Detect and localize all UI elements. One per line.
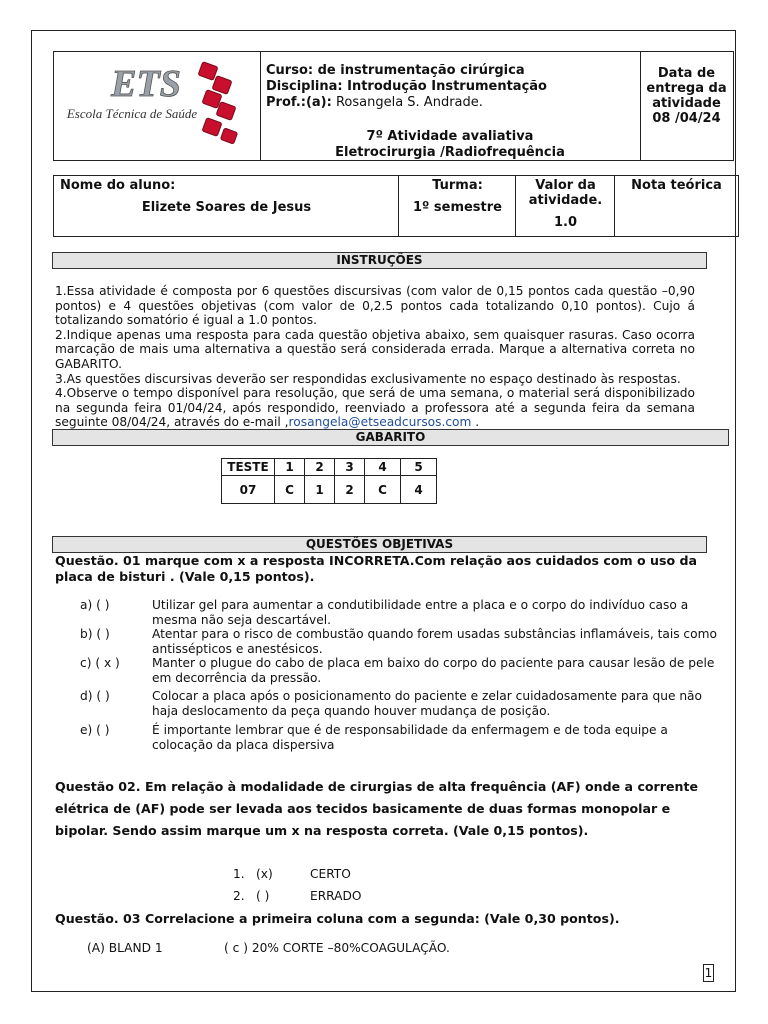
- delivery-date: [640, 52, 733, 160]
- instruction-1: 1.Essa atividade é composta por 6 questões discursivas (com valor de 0,15 pontos cada questão –0,90 pontos) e 4 questões objetivas (com valor de 0,2.5 pontos cada totalizando 0,10 pontos). Cujo á totalizando somatório é igual a 1.0 pontos.: [55, 284, 695, 328]
- q1-option-d-text: Colocar a placa após o posicionamento do paciente e zelar cuidadosamente para que não haja deslocamento da peça quando houver mudança de posição.: [152, 689, 702, 718]
- student-info-box: [53, 175, 739, 237]
- gabarito-answer-cell: 07: [222, 476, 275, 504]
- date-label-3: atividade: [652, 96, 721, 111]
- question-3-text: Questão. 03 Correlacione a primeira coluna com a segunda: (Vale 0,30 pontos).: [55, 911, 620, 926]
- value-label-2: atividade.: [528, 193, 603, 208]
- student-name-label: Nome do aluno:: [60, 178, 176, 193]
- gabarito-header-cell: TESTE: [222, 459, 275, 476]
- gabarito-header-cell: 3: [335, 459, 365, 476]
- gabarito-header-row: [222, 459, 437, 476]
- instruction-4: [55, 386, 695, 430]
- grade-label: Nota teórica: [631, 178, 722, 193]
- q1-option-d-mark[interactable]: d) ( ): [80, 689, 110, 703]
- page-number: 1: [704, 966, 713, 980]
- value-value: 1.0: [553, 215, 578, 230]
- instruction-4-text: 4.Observe o tempo disponível para resolução, que será de uma semana, o material será disponibilizado na segunda feira 01/04/24, após respondido, reenviado a professora até a segunda feira da semana seguinte 08/04/24, através do e-mail ,: [55, 386, 695, 430]
- student-name-value: Elizete Soares de Jesus: [141, 200, 312, 215]
- instructions-body: [55, 284, 695, 430]
- gabarito-header-cell: 4: [365, 459, 401, 476]
- course-label: Curso: de instrumentação cirúrgica: [266, 63, 525, 78]
- logo-text: ETS: [111, 63, 181, 105]
- gabarito-header-cell: 5: [401, 459, 437, 476]
- school-logo: [54, 52, 261, 160]
- header-box: [53, 51, 734, 161]
- value-label-1: Valor da: [535, 178, 596, 193]
- q2-option-2-num: 2.: [233, 889, 245, 903]
- instruction-3: 3.As questões discursivas deverão ser respondidas exclusivamente no espaço destinado às respostas.: [55, 371, 681, 386]
- q1-option-e-mark[interactable]: e) ( ): [80, 723, 110, 737]
- q3-left-item: (A) BLAND 1: [87, 941, 163, 955]
- q2-option-1-num: 1.: [233, 867, 245, 881]
- instruction-4-end: .: [471, 415, 480, 430]
- q1-option-a-mark[interactable]: a) ( ): [80, 598, 110, 612]
- email-link[interactable]: rosangela@etseadcursos.com: [288, 415, 472, 430]
- question-2-text: Questão 02. Em relação à modalidade de cirurgias de alta frequência (AF) onde a corrente elétrica de (AF) pode ser levada aos tecidos basicamente de duas formas monopolar e bipolar. Sendo assim marque um x na resposta correta. (Vale 0,15 pontos).: [55, 779, 699, 838]
- q1-option-c-text: Manter o plugue do cabo de placa em baixo do corpo do paciente para causar lesão de pele em decorrência da pressão.: [152, 656, 715, 685]
- student-name-cell: [54, 176, 399, 236]
- q1-option-a-text: Utilizar gel para aumentar a condutibilidade entre a placa e o corpo do indivíduo caso a mesma não seja descartável.: [152, 598, 689, 627]
- activity-subtitle: Eletrocirurgia /Radiofrequência: [335, 145, 565, 160]
- gabarito-answer-cell: C: [275, 476, 305, 504]
- class-cell: [399, 176, 516, 236]
- q1-option-b-mark[interactable]: b) ( ): [80, 627, 110, 641]
- gabarito-table: [221, 458, 437, 504]
- value-cell: [516, 176, 615, 236]
- prof-label: Prof.:(a):: [266, 95, 332, 110]
- discipline-label: Disciplina: Introdução Instrumentação: [266, 79, 547, 94]
- q1-option-e-text: É importante lembrar que é de responsabilidade da enfermagem e de toda equipe a colocação da placa dispersiva: [152, 723, 668, 752]
- q2-option-1-mark[interactable]: (x): [256, 867, 273, 881]
- prof-name: Rosangela S. Andrade.: [335, 95, 483, 110]
- logo-subtitle: Escola Técnica de Saúde: [66, 106, 198, 121]
- date-value: 08 /04/24: [652, 111, 721, 126]
- q2-option-1-text: CERTO: [310, 867, 351, 881]
- gabarito-header-cell: 1: [275, 459, 305, 476]
- class-value: 1º semestre: [412, 200, 502, 215]
- question-1-text: Questão. 01 marque com x a resposta INCORRETA.Com relação aos cuidados com o uso da placa de bisturi . (Vale 0,15 pontos).: [55, 553, 698, 584]
- objective-questions-title: QUESTÕES OBJETIVAS: [52, 536, 707, 553]
- ets-logo-graphic: [54, 52, 260, 160]
- instructions-title: INSTRUÇÕES: [52, 252, 707, 269]
- q2-option-2-text: ERRADO: [310, 889, 362, 903]
- q1-option-c-mark[interactable]: c) ( x ): [80, 656, 120, 670]
- gabarito-answer-cell: 1: [305, 476, 335, 504]
- gabarito-answer-row: [222, 476, 437, 504]
- instruction-2: 2.Indique apenas uma resposta para cada questão objetiva abaixo, sem quaisquer rasuras. Caso ocorra marcação de mais uma alternativa a questão será considerada errada. Marque a alternativa correta no GABARITO.: [55, 327, 695, 371]
- activity-title: 7º Atividade avaliativa: [366, 129, 534, 144]
- gabarito-answer-cell: C: [365, 476, 401, 504]
- gabarito-answer-cell: 4: [401, 476, 437, 504]
- date-label-1: Data de: [657, 66, 716, 81]
- class-label: Turma:: [432, 178, 483, 193]
- professor-line: [266, 95, 483, 111]
- gabarito-answer-cell: 2: [335, 476, 365, 504]
- date-label-2: entrega da: [646, 81, 727, 96]
- q3-right-item[interactable]: ( c ) 20% CORTE –80%COAGULAÇÃO.: [224, 941, 450, 955]
- gabarito-title: GABARITO: [52, 429, 729, 446]
- q1-option-b-text: Atentar para o risco de combustão quando forem usadas substâncias inflamáveis, tais como antissépticos e anestésicos.: [152, 627, 717, 656]
- q2-option-2-mark[interactable]: ( ): [256, 889, 270, 903]
- course-info: [260, 52, 641, 160]
- gabarito-header-cell: 2: [305, 459, 335, 476]
